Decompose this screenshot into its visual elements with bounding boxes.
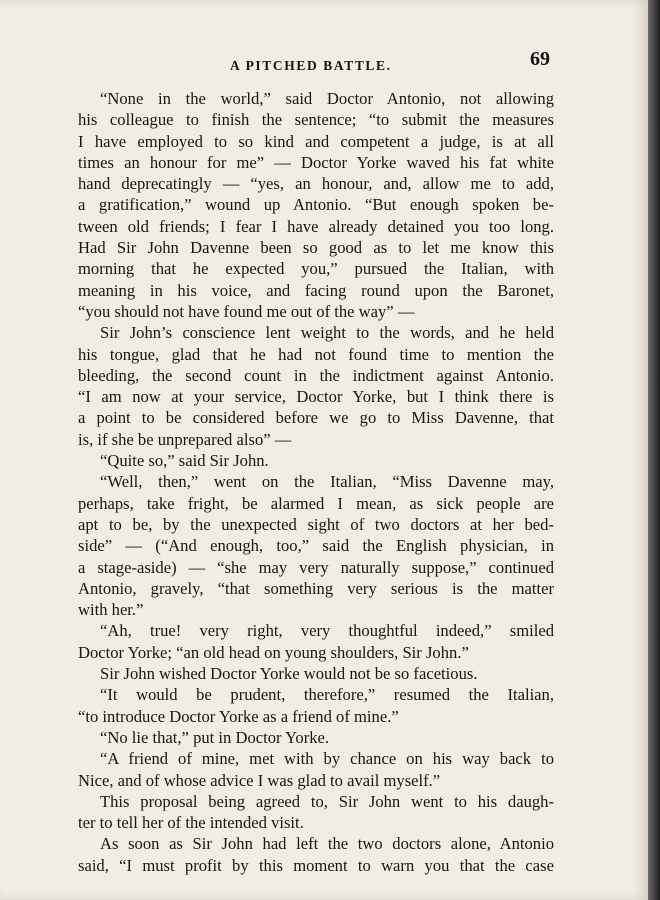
text-line: his colleague to finish the sentence; “to submit the measures xyxy=(78,110,554,130)
paragraph xyxy=(78,88,554,322)
text-line: Doctor Yorke; “an old head on young shoulders, Sir John.” xyxy=(78,642,469,662)
text-line: “Well, then,” went on the Italian, “Miss Davenne may, xyxy=(100,472,554,492)
paragraph xyxy=(78,663,554,684)
text-line: hand deprecatingly — “yes, an honour, and, allow me to add, xyxy=(78,174,554,194)
text-line: Had Sir John Davenne been so good as to let me know this xyxy=(78,238,554,258)
text-line: times an honour for me” — Doctor Yorke waved his fat white xyxy=(78,152,554,172)
text-line: Nice, and of whose advice I was glad to avail myself.” xyxy=(78,770,441,790)
text-line: bleeding, the second count in the indictment against Antonio. xyxy=(78,365,554,385)
text-line: a stage-aside) — “she may very naturally suppose,” continued xyxy=(78,557,554,577)
paragraph xyxy=(78,620,554,663)
text-line: As soon as Sir John had left the two doctors alone, Antonio xyxy=(100,834,554,854)
text-line: side” — (“And enough, too,” said the English physician, in xyxy=(78,536,554,556)
scan-page-edge xyxy=(648,0,660,900)
text-line: meaning in his voice, and facing round upon the Baronet, xyxy=(78,280,554,300)
text-line: “to introduce Doctor Yorke as a friend of mine.” xyxy=(78,706,399,726)
paragraph xyxy=(78,833,554,876)
text-line: his tongue, glad that he had not found time to mention the xyxy=(78,344,554,364)
text-line: Antonio, gravely, “that something very serious is the matter xyxy=(78,578,554,598)
text-line: “A friend of mine, met with by chance on his way back to xyxy=(100,749,554,769)
text-line: tween old friends; I fear I have already detained you too long. xyxy=(78,216,554,236)
text-line: Sir John’s conscience lent weight to the words, and he held xyxy=(100,323,554,343)
text-line: “Ah, true! very right, very thoughtful indeed,” smiled xyxy=(100,621,554,641)
text-line: ter to tell her of the intended visit. xyxy=(78,813,304,833)
paragraph xyxy=(78,450,554,471)
text-line: “Quite so,” said Sir John. xyxy=(100,451,269,471)
text-line: a point to be considered before we go to Miss Davenne, that xyxy=(78,408,554,428)
text-line: is, if she be unprepared also” — xyxy=(78,429,292,449)
page-number: 69 xyxy=(530,48,550,70)
text-line: “you should not have found me out of the way” — xyxy=(78,301,415,321)
text-line: This proposal being agreed to, Sir John went to his daugh- xyxy=(100,791,554,811)
text-line: “I am now at your service, Doctor Yorke, but I think there is xyxy=(78,387,554,407)
text-line: “No lie that,” put in Doctor Yorke. xyxy=(100,727,330,747)
text-line: morning that he expected you,” pursued the Italian, with xyxy=(78,259,554,279)
paragraph xyxy=(78,322,554,450)
paragraph xyxy=(78,727,554,748)
paragraph xyxy=(78,748,554,791)
text-line: I have employed to so kind and competent a judge, is at all xyxy=(78,131,554,151)
text-line: apt to be, by the unexpected sight of two doctors at her bed- xyxy=(78,514,554,534)
text-line: “None in the world,” said Doctor Antonio, not allowing xyxy=(100,89,554,108)
body-text xyxy=(78,88,554,876)
text-line: a gratification,” wound up Antonio. “But enough spoken be- xyxy=(78,195,554,215)
running-head: A PITCHED BATTLE. xyxy=(230,58,392,73)
paragraph xyxy=(78,471,554,620)
text-line: said, “I must profit by this moment to warn you that the case xyxy=(78,855,554,875)
text-line: with her.” xyxy=(78,600,144,620)
text-line: “It would be prudent, therefore,” resumed the Italian, xyxy=(100,685,554,705)
paragraph xyxy=(78,791,554,834)
paragraph xyxy=(78,684,554,727)
page-header xyxy=(0,44,648,74)
text-line: Sir John wished Doctor Yorke would not be so facetious. xyxy=(100,664,478,684)
text-line: perhaps, take fright, be alarmed I mean, as sick people are xyxy=(78,493,554,513)
